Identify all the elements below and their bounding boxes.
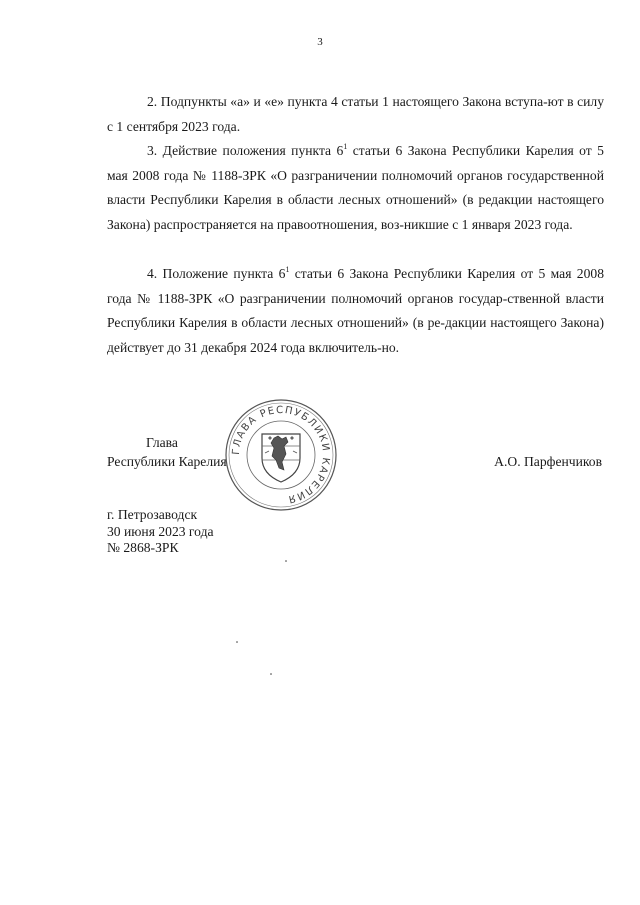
date: 30 июня 2023 года xyxy=(107,523,214,539)
superscript-1: 1 xyxy=(285,265,290,274)
paragraph-2-text: 2. Подпункты «а» и «е» пункта 4 статьи 1 настоящего Закона вступа-ют в силу с 1 сентября 2023 года. xyxy=(107,94,604,134)
scan-speck xyxy=(285,560,287,562)
page-number: 3 xyxy=(317,36,323,48)
scan-speck xyxy=(236,641,238,643)
paragraph-2 xyxy=(107,90,604,139)
scan-speck xyxy=(270,673,272,675)
signatory-organization: Республики Карелия xyxy=(107,454,227,469)
paragraph-3 xyxy=(107,139,604,237)
paragraph-3-text-start: 3. Действие положения пункта 6 xyxy=(147,143,344,158)
signatory-title: Глава xyxy=(146,435,178,450)
place-date-block xyxy=(107,507,214,557)
paragraph-3-text-end: статьи 6 Закона Республики Карелия от 5 мая 2008 года № 1188-ЗРК «О разграничении полномочий органов государственной власти Республики Карелия в области лесных отношений» (в редакции настоящего Закона) распространяется на правоотношения, воз-никшие с 1 января 2023 года. xyxy=(107,143,604,232)
superscript-1: 1 xyxy=(343,142,348,151)
signatory-name: А.О. Парфенчиков xyxy=(494,454,602,469)
city: г. Петрозаводск xyxy=(107,507,198,522)
coat-of-arms-icon xyxy=(262,434,300,482)
official-seal xyxy=(224,398,338,512)
law-number: № 2868-ЗРК xyxy=(107,540,179,555)
paragraph-4-text-end: статьи 6 Закона Республики Карелия от 5 мая 2008 года № 1188-ЗРК «О разграничении полномочий органов государ-ственной власти Республики Карелия в области лесных отношений» (в ре-дакции настоящего Закона) действует до 31 декабря 2024 года включитель-но. xyxy=(107,266,604,355)
seal-text: ГЛАВА РЕСПУБЛИКИ КАРЕЛИЯ xyxy=(230,404,332,505)
paragraph-4 xyxy=(107,262,604,360)
paragraph-4-text-start: 4. Положение пункта 6 xyxy=(147,266,286,281)
